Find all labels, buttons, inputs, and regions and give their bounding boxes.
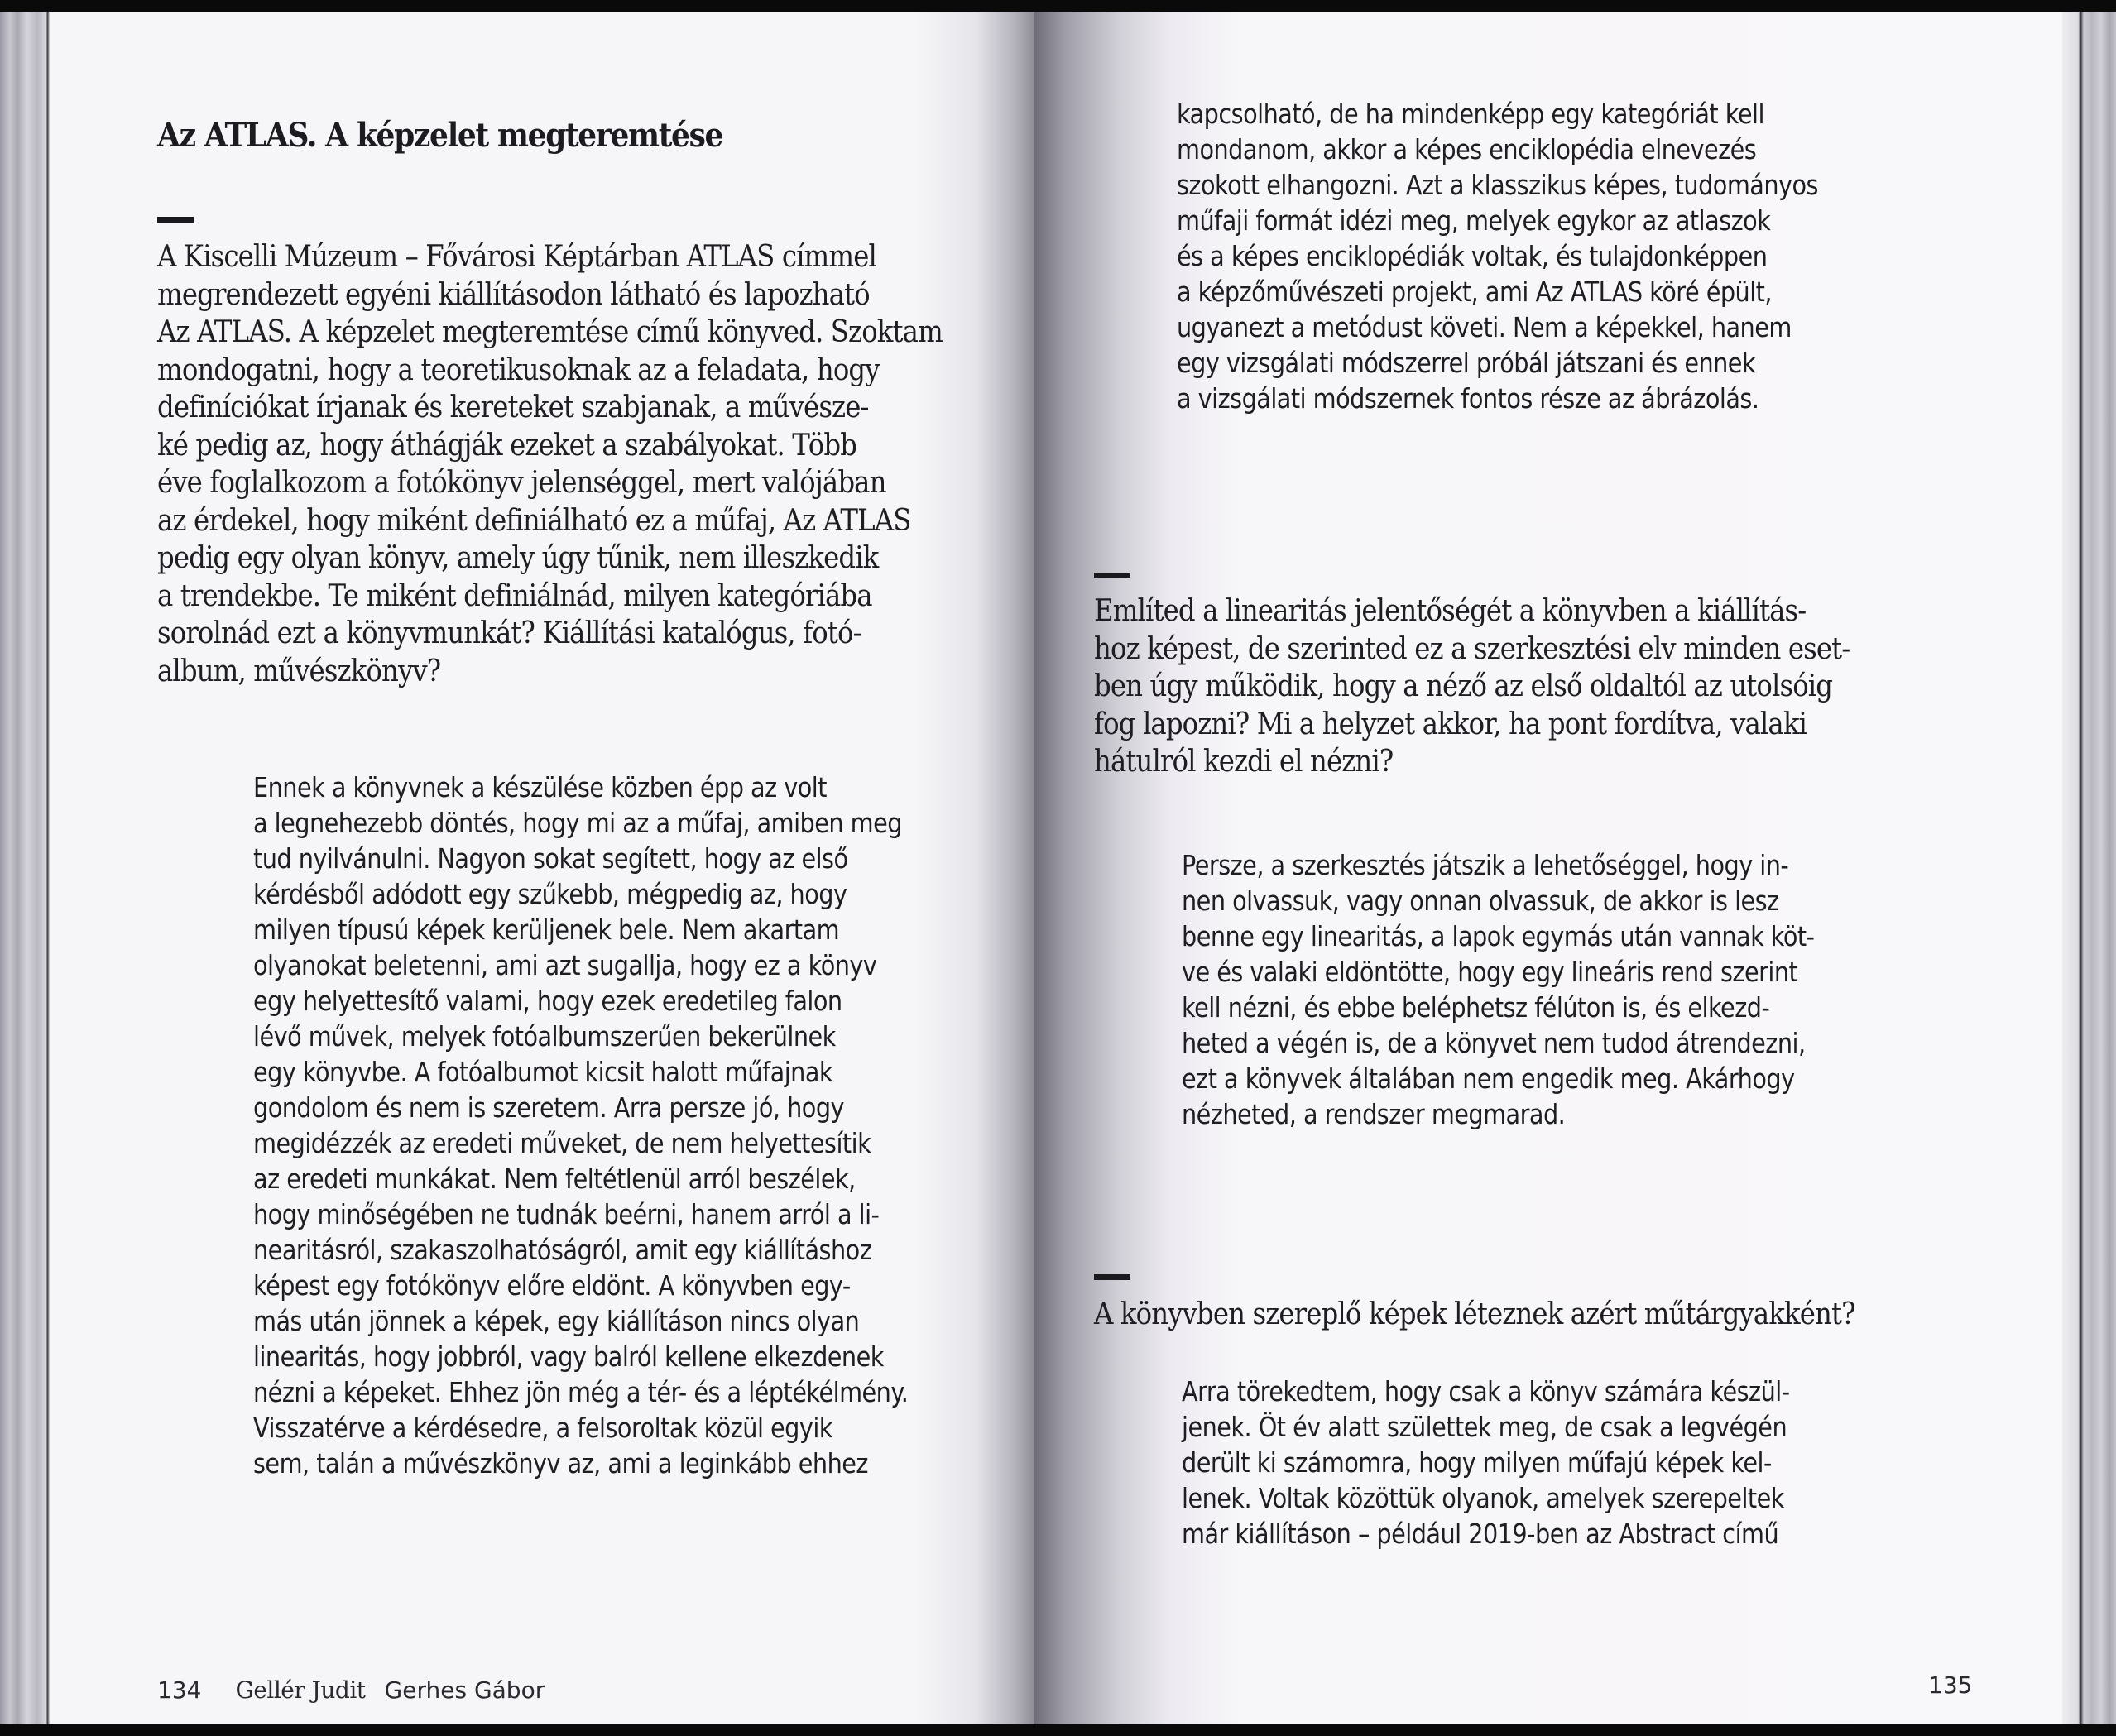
text-line: egy helyettesítő valami, hogy ezek eredetileg falon (253, 985, 842, 1017)
text-line: szokott elhangozni. Azt a klasszikus képes, tudományos (1177, 169, 1818, 201)
page-number-right: 135 (1928, 1671, 1973, 1699)
text-line: Persze, a szerkesztés játszik a lehetőséggel, hogy in- (1182, 849, 1789, 881)
article-title: Az ATLAS. A képzelet megteremtése (157, 116, 723, 155)
text-line: fog lapozni? Mi a helyzet akkor, ha pont fordítva, valaki (1094, 707, 1807, 741)
text-line: gondolom és nem is szeretem. Arra persze jó, hogy (253, 1091, 845, 1124)
text-line: olyanokat beletenni, ami azt sugallja, hogy ez a könyv (253, 949, 877, 981)
text-line: A Kiscelli Múzeum – Fővárosi Képtárban ATLAS címmel (157, 240, 876, 274)
question-marker (1094, 573, 1130, 578)
text-line: mondogatni, hogy a teoretikusoknak az a feladata, hogy (157, 352, 880, 387)
text-line: kapcsolható, de ha mindenképp egy kategóriát kell (1177, 98, 1764, 130)
text-line: a trendekbe. Te miként definiálnád, milyen kategóriába (157, 578, 872, 613)
text-line: ugyanezt a metódust követi. Nem a képekkel, hanem (1177, 311, 1792, 343)
text-line: Ennek a könyvnek a készülése közben épp az volt (253, 771, 827, 803)
answer-2 (1182, 847, 1814, 1132)
question-1 (157, 238, 943, 690)
text-line: hoz képest, de szerinted ez a szerkesztési elv minden eset- (1094, 631, 1850, 666)
text-line: kérdésből adódott egy szűkebb, mégpedig az, hogy (253, 878, 847, 910)
text-line: pedig egy olyan könyv, amely úgy tűnik, nem illeszkedik (157, 541, 879, 575)
text-line: műfaji formát idézi meg, melyek egykor az atlaszok (1177, 204, 1771, 237)
text-line: megrendezett egyéni kiállításodon látható és lapozható (157, 277, 870, 312)
text-line: az eredeti munkákat. Nem feltétlenül arról beszélek, (253, 1163, 856, 1195)
text-line: mondanom, akkor a képes enciklopédia elnevezés (1177, 133, 1757, 165)
text-line: sorolnád ezt a könyvmunkát? Kiállítási katalógus, fotó- (157, 616, 861, 650)
text-line: Említed a linearitás jelentőségét a könyvben a kiállítás- (1094, 594, 1807, 628)
answer-1 (253, 770, 908, 1481)
text-line: az érdekel, hogy miként definiálható ez a műfaj, Az ATLAS (157, 503, 911, 538)
question-marker (1094, 1274, 1130, 1280)
text-line: nearitásról, szakaszolhatóságról, amit egy kiállításhoz (253, 1234, 872, 1266)
answer-3 (1182, 1374, 1790, 1551)
text-line: más után jönnek a képek, egy kiállításon nincs olyan (253, 1305, 860, 1337)
text-line: album, művészkönyv? (157, 654, 441, 688)
text-line: már kiállításon – például 2019-ben az Abstract című (1182, 1518, 1779, 1550)
text-line: Az ATLAS. A képzelet megteremtése című könyved. Szoktam (157, 315, 943, 349)
answer-1-continued (1177, 96, 1818, 416)
text-line: a vizsgálati módszernek fontos része az ábrázolás. (1177, 382, 1759, 415)
page-number-left: 134 (157, 1676, 202, 1704)
text-line: a legnehezebb döntés, hogy mi az a műfaj, amiben meg (253, 807, 902, 839)
text-line: megidézzék az eredeti műveket, de nem helyettesítik (253, 1127, 871, 1159)
text-line: milyen típusú képek kerüljenek bele. Nem akartam (253, 914, 840, 946)
running-head-author-2: Gerhes Gábor (384, 1676, 545, 1704)
page-stack-right (2062, 12, 2116, 1724)
text-line: Visszatérve a kérdésedre, a felsoroltak közül egyik (253, 1412, 832, 1444)
text-line: ben úgy működik, hogy a néző az első oldaltól az utolsóig (1094, 669, 1833, 703)
text-line: tud nyilvánulni. Nagyon sokat segített, hogy az első (253, 842, 848, 875)
text-line: jenek. Öt év alatt születtek meg, de csak a legvégén (1182, 1411, 1787, 1443)
text-line: nen olvassuk, vagy onnan olvassuk, de akkor is lesz (1182, 885, 1779, 917)
text-line: ezt a könyvek általában nem engedik meg. Akárhogy (1182, 1062, 1795, 1095)
text-line: a képzőművészeti projekt, ami Az ATLAS köré épült, (1177, 276, 1773, 308)
text-line: éve foglalkozom a fotókönyv jelenséggel, mert valójában (157, 466, 886, 500)
text-line: nézni a képeket. Ehhez jön még a tér- és a léptékélmény. (253, 1376, 909, 1408)
text-line: hogy minőségében ne tudnák beérni, hanem arról a li- (253, 1198, 880, 1230)
text-line: lévő művek, melyek fotóalbumszerűen bekerülnek (253, 1020, 836, 1053)
text-line: Arra törekedtem, hogy csak a könyv számára készül- (1182, 1375, 1790, 1408)
text-line: A könyvben szereplő képek léteznek azért műtárgyakként? (1094, 1297, 1855, 1331)
left-footer (157, 1676, 545, 1705)
running-head-author-1: Gellér Judit (235, 1676, 366, 1704)
text-line: benne egy linearitás, a lapok egymás után vannak köt- (1182, 920, 1815, 952)
text-line: és a képes enciklopédiák voltak, és tulajdonképpen (1177, 240, 1768, 272)
page-stack-left (0, 12, 50, 1724)
text-line: ké pedig az, hogy áthágják ezeket a szabályokat. Több (157, 428, 857, 463)
text-line: egy könyvbe. A fotóalbumot kicsit halott műfajnak (253, 1056, 833, 1088)
question-3 (1094, 1296, 1855, 1334)
text-line: derült ki számomra, hogy milyen műfajú képek kel- (1182, 1446, 1772, 1479)
text-line: kell nézni, és ebbe beléphetsz félúton is, és elkezd- (1182, 991, 1770, 1024)
text-line: hátulról kezdi el nézni? (1094, 745, 1394, 779)
text-line: definíciókat írjanak és kereteket szabjanak, a művésze- (157, 391, 869, 424)
text-line: ve és valaki eldöntötte, hogy egy lineáris rend szerint (1182, 956, 1798, 988)
right-footer (1928, 1671, 1972, 1700)
text-line: heted a végén is, de a könyvet nem tudod átrendezni, (1182, 1027, 1806, 1059)
text-line: egy vizsgálati módszerrel próbál játszani és ennek (1177, 347, 1756, 379)
text-line: képest egy fotókönyv előre eldönt. A könyvben egy- (253, 1269, 851, 1302)
text-line: lenek. Voltak közöttük olyanok, amelyek szerepeltek (1182, 1482, 1784, 1514)
question-2 (1094, 592, 1850, 781)
text-line: nézheted, a rendszer megmarad. (1182, 1098, 1566, 1130)
text-line: linearitás, hogy jobbról, vagy balról kellene elkezdenek (253, 1340, 884, 1373)
text-line: sem, talán a művészkönyv az, ami a leginkább ehhez (253, 1447, 868, 1479)
question-marker (157, 217, 194, 223)
